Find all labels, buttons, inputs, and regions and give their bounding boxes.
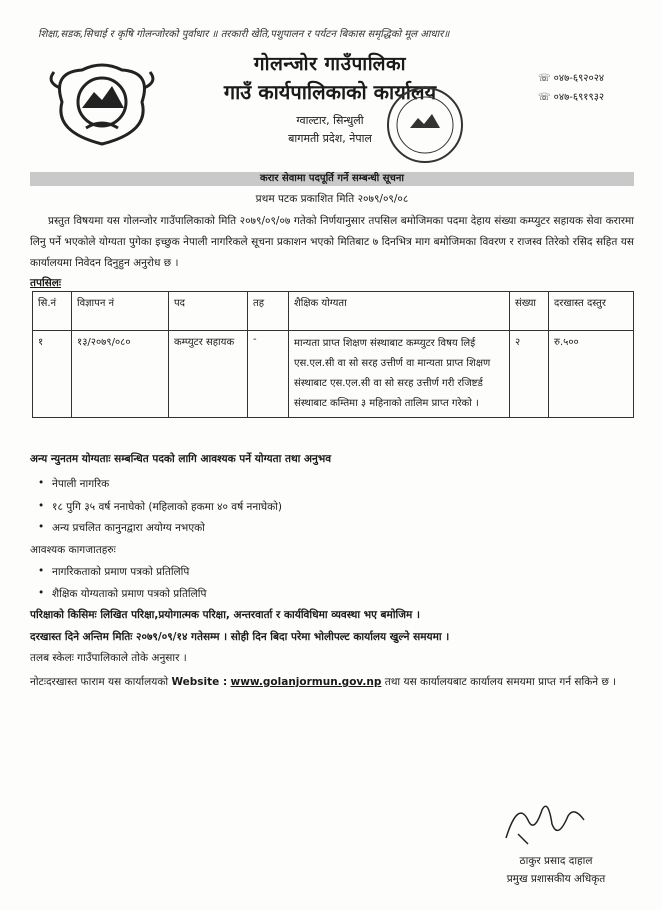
signature-icon: [498, 790, 588, 850]
signatory: [486, 852, 626, 888]
signatory-title: प्रमुख प्रशासकीय अधिकृत: [506, 873, 606, 885]
municipality-name: गोलन्जोर गाउँपालिका: [253, 53, 407, 75]
salary-scale: तलब स्केलः गाउँपालिकाले तोके अनुसार ।: [30, 652, 187, 664]
cell-sn: १: [33, 331, 72, 418]
signatory-name: ठाकुर प्रसाद दाहाल: [519, 855, 593, 867]
cell-count: २: [510, 331, 549, 418]
list-item: • नागरिकताको प्रमाण पत्रको प्रतिलिपि: [52, 565, 189, 579]
cell-ad-no: १३/२०७९/०८०: [72, 331, 169, 418]
note: [30, 672, 634, 693]
col-sn: सि.नं: [33, 292, 72, 331]
col-ad-no: विज्ञापन नं: [72, 292, 169, 331]
notice-body: प्रस्तुत विषयमा यस गोलन्जोर गाउँपालिकाको मिति २०७९/०९/०७ गतेको निर्णयानुसार तपसिल बमोजिमका पदमा देहाय संख्या कम्प्युटर सहायक सेवा करारमा लिनु पर्ने भएकोले योग्यता पुगेका इच्छुक नेपाली नागरिकले सूचना प्रकाशन भएको मितिबाट ७ दिनभित्र माग बमोजिमका विवरण र राजस्व तिरेको रसिद सहित यस कार्यालयमा निवेदन दिनुहुन अनुरोध छ ।: [30, 215, 634, 269]
table-row: [33, 331, 634, 418]
website-link[interactable]: www.golanjormun.gov.np: [230, 676, 382, 688]
note-prefix: नोटःदरखास्त फाराम यस कार्यालयको: [30, 676, 169, 688]
col-post: पद: [169, 292, 248, 331]
nepal-emblem-logo: [42, 52, 162, 152]
application-deadline: दरखास्त दिने अन्तिम मितिः २०७९/०९/१४ गतेसम्म । सोही दिन बिदा परेमा भोलीपल्ट कार्यालय खुल्ने समयमा ।: [30, 631, 450, 643]
notice-banner: करार सेवामा पदपूर्ति गर्ने सम्बन्धी सूचना: [30, 172, 634, 186]
table-title: तपसिलः: [30, 277, 62, 289]
office-name: गाउँ कार्यपालिकाको कार्यालय: [223, 80, 437, 104]
phone-1: ☏ ०४७-६९२०२४: [538, 73, 605, 84]
phone-numbers: [538, 70, 604, 108]
list-item: • १८ पुगि ३५ वर्ष ननाघेको (महिलाको हकमा ४० वर्ष ननाघेको): [52, 500, 282, 514]
col-fee: दरखास्त दस्तुर: [549, 292, 634, 331]
cell-post: कम्प्युटर सहायक: [169, 331, 248, 418]
col-level: तह: [248, 292, 289, 331]
published-date: प्रथम पटक प्रकाशित मिति २०७९/०९/०८: [255, 193, 409, 205]
cell-qualification: मान्यता प्राप्त शिक्षण संस्थाबाट कम्प्युटर विषय लिई एस.एल.सी वा सो सरह उत्तीर्ण वा मान्यता प्राप्त शिक्षण संस्थाबाट एस.एल.सी वा सो सरह उत्तीर्ण गरी रजिष्टर्ड संस्थाबाट कम्तिमा ३ महिनाको तालिम प्राप्त गरेको ।: [289, 331, 510, 418]
list-item: • अन्य प्रचलित कानुनद्वारा अयोग्य नभएको: [52, 521, 205, 535]
address-line-2: बागमती प्रदेश, नेपाल: [288, 132, 372, 145]
col-count: संख्या: [510, 292, 549, 331]
vacancy-table: [32, 291, 634, 418]
cell-fee: रु.५००: [549, 331, 634, 418]
list-item: • नेपाली नागरिक: [52, 477, 109, 491]
note-suffix: तथा यस कार्यालयबाट कार्यालय समयमा प्राप्त गर्न सकिने छ ।: [384, 676, 617, 688]
table-header-row: [33, 292, 634, 331]
requirements-title: अन्य न्युनतम योग्यताः सम्बन्धित पदको लागि आवश्यक पर्ने योग्यता तथा अनुभव: [30, 453, 332, 465]
cell-level: -: [248, 331, 289, 418]
header-motto: शिक्षा,सडक,सिचाई र कृषि गोलन्जोरको पुर्वाधार ॥ तरकारी खेति,पशुपालन र पर्यटन बिकास समृद्धिको मूल आधार॥: [38, 29, 450, 40]
documents-title: आवश्यक कागजातहरुः: [30, 544, 116, 556]
office-stamp-icon: [384, 84, 466, 166]
list-item: • शैक्षिक योग्यताको प्रमाण पत्रको प्रतिलिपि: [52, 587, 206, 601]
website-label: Website :: [171, 676, 228, 688]
exam-type: परिक्षाको किसिमः लिखित परिक्षा,प्रयोगात्मक परिक्षा, अन्तरवार्ता र कार्यविधिमा व्यवस्था भए बमोजिम ।: [30, 609, 420, 621]
phone-2: ☏ ०४७-६९१९३२: [538, 92, 605, 103]
address-line-1: ग्वाल्टार, सिन्धुली: [296, 114, 364, 127]
col-qualification: शैक्षिक योग्यता: [289, 292, 510, 331]
